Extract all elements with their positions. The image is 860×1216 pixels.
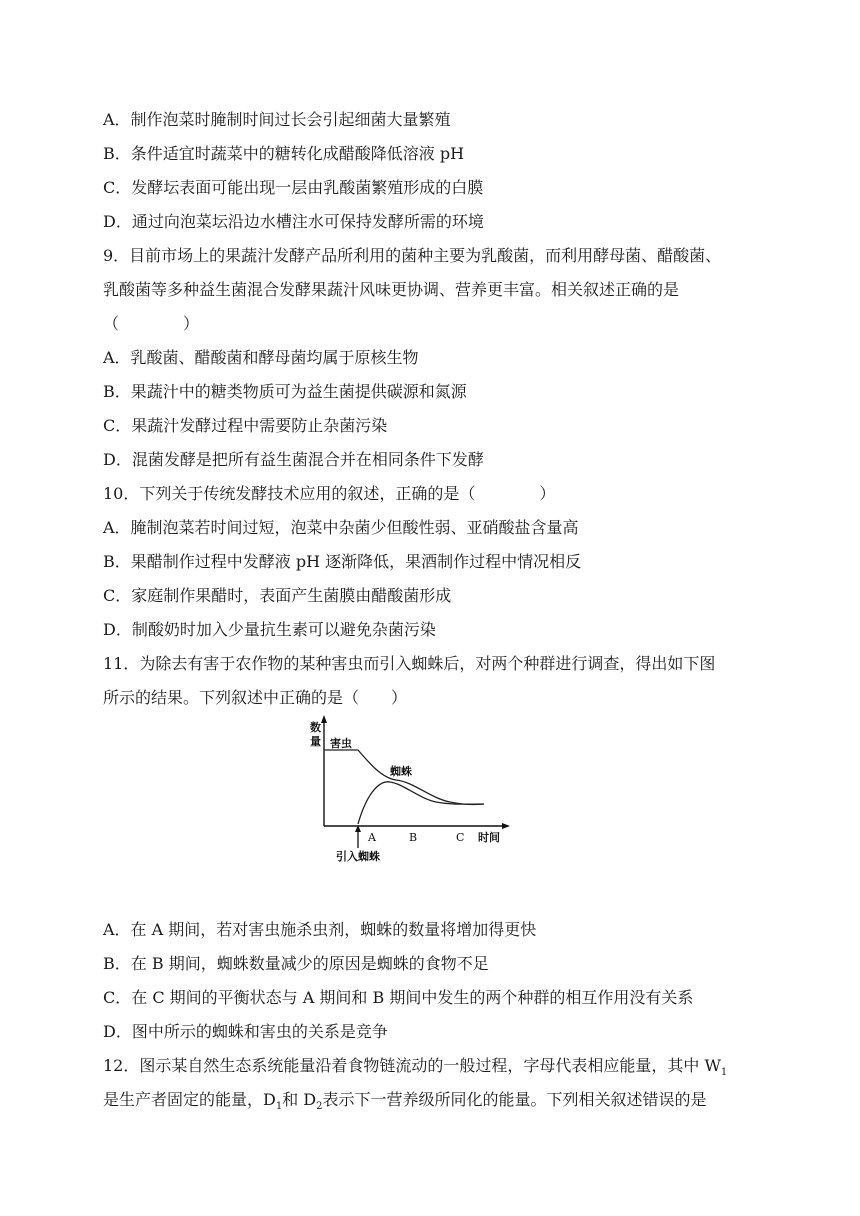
- spider-curve: [358, 782, 484, 824]
- spider-label: 蜘蛛: [390, 765, 412, 778]
- tick-c-label: C: [456, 831, 465, 844]
- q8-option-b: B．条件适宜时蔬菜中的糖转化成醋酸降低溶液 pH: [103, 144, 465, 163]
- q11-option-d: D．图中所示的蜘蛛和害虫的关系是竞争: [103, 1022, 388, 1041]
- q12-line-2-part-c: 表示下一营养级所同化的能量。下列相关叙述错误的是: [322, 1090, 707, 1109]
- population-curve-svg: [308, 712, 518, 872]
- q12-d1-subscript: 1: [275, 1101, 283, 1113]
- q10-stem: 10．下列关于传统发酵技术应用的叙述，正确的是（ ）: [103, 484, 556, 503]
- x-axis-label: 时间: [478, 831, 500, 844]
- q11-option-c: C．在 C 期间的平衡状态与 A 期间和 B 期间中发生的两个种群的相互作用没有关系: [103, 988, 694, 1007]
- population-curve-figure: [308, 712, 518, 872]
- q9-option-a: A．乳酸菌、醋酸菌和酵母菌均属于原核生物: [103, 348, 419, 367]
- q11-option-b: B．在 B 期间，蜘蛛数量减少的原因是蜘蛛的食物不足: [103, 954, 489, 973]
- q10-option-a: A．腌制泡菜若时间过短，泡菜中杂菌少但酸性弱、亚硝酸盐含量高: [103, 518, 579, 537]
- q12-line-2-part-b: 和 D: [282, 1090, 317, 1109]
- q10-option-d: D．制酸奶时加入少量抗生素可以避免杂菌污染: [103, 620, 436, 639]
- intro-spider-label: 引入蜘蛛: [336, 850, 380, 863]
- q8-option-a: A．制作泡菜时腌制时间过长会引起细菌大量繁殖: [103, 110, 451, 129]
- tick-a-label: A: [368, 831, 376, 844]
- q12-w-subscript: 1: [720, 1067, 728, 1079]
- q11-option-a: A．在 A 期间，若对害虫施杀虫剂，蜘蛛的数量将增加得更快: [103, 920, 537, 939]
- tick-b-label: B: [409, 831, 418, 844]
- q12-d2-subscript: 2: [316, 1101, 323, 1113]
- y-axis-label-2: 量: [310, 735, 321, 748]
- pest-label: 害虫: [330, 737, 352, 750]
- q8-option-c: C．发酵坛表面可能出现一层由乳酸菌繁殖形成的白膜: [103, 178, 484, 197]
- q8-option-d: D．通过向泡菜坛沿边水槽注水可保持发酵所需的环境: [103, 212, 484, 231]
- q9-option-c: C．果蔬汁发酵过程中需要防止杂菌污染: [103, 416, 388, 435]
- x-axis-arrow: [502, 823, 510, 829]
- q9-stem-line-1: 9．目前市场上的果蔬汁发酵产品所利用的菌种主要为乳酸菌，而利用酵母菌、醋酸菌、: [103, 246, 722, 265]
- q9-answer-blank: （ ）: [103, 314, 200, 333]
- q9-stem-line-2: 乳酸菌等多种益生菌混合发酵果蔬汁风味更协调、营养更丰富。相关叙述正确的是: [103, 280, 680, 299]
- q12-stem-line-2: [103, 1090, 763, 1117]
- q10-option-b: B．果醋制作过程中发酵液 pH 逐渐降低，果酒制作过程中情况相反: [103, 552, 582, 571]
- q12-stem-line-1: [103, 1056, 763, 1083]
- q9-option-b: B．果蔬汁中的糖类物质可为益生菌提供碳源和氮源: [103, 382, 467, 401]
- q12-line-2-part-a: 是生产者固定的能量，D: [103, 1090, 276, 1109]
- y-axis-arrow: [321, 715, 327, 723]
- q11-stem-line-2: 所示的结果。下列叙述中正确的是（ ）: [103, 688, 408, 707]
- q9-option-d: D．混菌发酵是把所有益生菌混合并在相同条件下发酵: [103, 450, 484, 469]
- y-axis-label-1: 数: [310, 721, 321, 734]
- q10-option-c: C．家庭制作果醋时，表面产生菌膜由醋酸菌形成: [103, 586, 452, 605]
- q11-stem-line-1: 11．为除去有害于农作物的某种害虫而引入蜘蛛后，对两个种群进行调查，得出如下图: [103, 654, 716, 673]
- q12-line-1-text: 12．图示某自然生态系统能量沿着食物链流动的一般过程，字母代表相应能量，其中 W: [103, 1056, 721, 1075]
